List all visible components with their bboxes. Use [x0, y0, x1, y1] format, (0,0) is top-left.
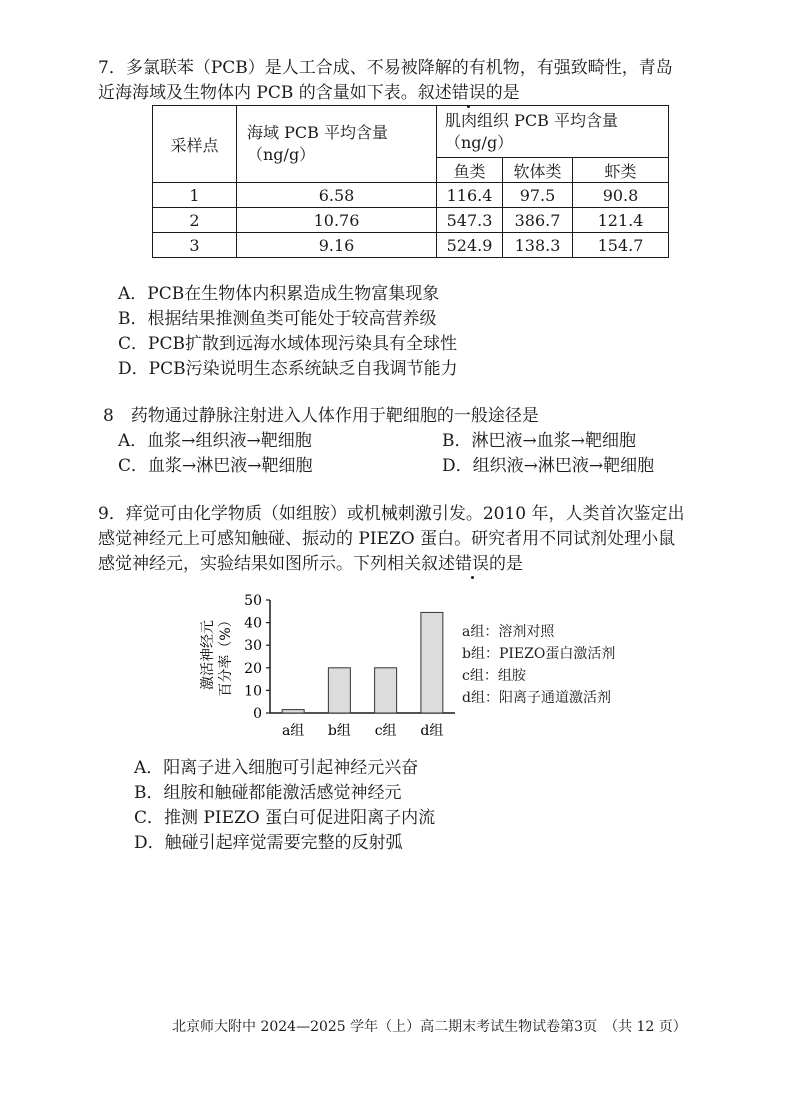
q9-option-d[interactable]: D．触碰引起痒觉需要完整的反射弧 — [134, 833, 403, 853]
x-tick-label: b组 — [327, 723, 351, 739]
q8-option-d[interactable]: D．组织液→淋巴液→靶细胞 — [442, 456, 655, 476]
q9-stem-line2: 感觉神经元上可感知触碰、振动的 PIEZO 蛋白。研究者用不同试剂处理小鼠 — [98, 529, 676, 549]
table-cell: 116.4 — [437, 183, 503, 208]
header-sea-pcb-unit: （ng/g） — [247, 145, 316, 164]
table-cell: 6.58 — [237, 183, 437, 208]
subheader-mollusk: 软体类 — [503, 158, 573, 183]
legend-b: b组：PIEZO蛋白激活剂 — [462, 646, 616, 662]
q8-option-a[interactable]: A．血浆→组织液→靶细胞 — [118, 431, 312, 451]
y-tick-label: 50 — [244, 593, 262, 609]
q8-stem: 8 药物通过静脉注射进入人体作用于靶细胞的一般途径是 — [103, 406, 539, 426]
q7-option-a[interactable]: A．PCB在生物体内积累造成生物富集现象 — [118, 284, 440, 304]
table-cell: 90.8 — [573, 183, 669, 208]
y-tick-label: 20 — [244, 660, 262, 677]
y-axis-label-line1: 激活神经元 — [200, 620, 216, 690]
table-cell: 2 — [153, 208, 237, 233]
header-muscle-pcb-unit: （ng/g） — [445, 132, 514, 152]
table-row — [153, 208, 669, 233]
legend-a: a组：溶剂对照 — [462, 624, 555, 640]
header-sampling-site: 采样点 — [153, 106, 237, 183]
header-muscle-pcb — [437, 106, 669, 158]
header-sea-pcb — [237, 106, 437, 183]
pcb-table — [152, 105, 669, 258]
table-cell: 386.7 — [503, 208, 573, 233]
header-sea-pcb-text: 海域 PCB 平均含量 — [247, 123, 388, 142]
table-cell: 524.9 — [437, 233, 503, 258]
q9-emphasis-word: 错误 — [455, 554, 489, 574]
q9-stem-post: 的是 — [489, 554, 523, 574]
q7-stem-pre: 近海海域及生物体内 PCB 的含量如下表。叙述 — [98, 83, 452, 103]
bar-3 — [375, 668, 397, 713]
bar-chart — [190, 585, 480, 745]
bar-2 — [328, 668, 350, 713]
bars — [282, 612, 443, 713]
q8-option-c[interactable]: C．血浆→淋巴液→靶细胞 — [118, 456, 313, 476]
x-tick-labels — [282, 723, 443, 739]
q8-option-b[interactable]: B．淋巴液→血浆→靶细胞 — [442, 431, 636, 451]
q7-option-b[interactable]: B．根据结果推测鱼类可能处于较高营养级 — [118, 309, 437, 329]
table-row — [153, 233, 669, 258]
x-tick-label: c组 — [374, 723, 397, 739]
page-footer: 北京师大附中 2024—2025 学年（上）高二期末考试生物试卷第3页 （共 12 页） — [172, 1019, 687, 1035]
table-cell: 547.3 — [437, 208, 503, 233]
y-tick-label: 40 — [244, 615, 262, 632]
subheader-fish: 鱼类 — [437, 158, 503, 183]
q7-option-c[interactable]: C．PCB扩散到远海水域体现污染具有全球性 — [118, 334, 457, 354]
table-cell: 121.4 — [573, 208, 669, 233]
y-tick-label: 30 — [244, 638, 262, 655]
legend-d: d组：阳离子通道激活剂 — [462, 690, 611, 706]
x-tick-label: a组 — [281, 723, 305, 739]
q9-stem-pre: 感觉神经元，实验结果如图所示。下列相关叙述 — [98, 554, 455, 574]
table-cell: 10.76 — [237, 208, 437, 233]
q9-option-b[interactable]: B．组胺和触碰都能激活感觉神经元 — [134, 783, 402, 803]
q9-stem-line1: 9．痒觉可由化学物质（如组胺）或机械刺激引发。2010 年，人类首次鉴定出 — [98, 504, 685, 524]
q9-option-c[interactable]: C．推测 PIEZO 蛋白可促进阳离子内流 — [134, 808, 436, 828]
table-cell: 154.7 — [573, 233, 669, 258]
y-tick-label: 0 — [253, 706, 262, 722]
bar-1 — [282, 710, 304, 713]
q7-emphasis-word: 错误 — [451, 83, 486, 103]
table-header-row — [153, 106, 669, 158]
y-tick-label: 10 — [244, 683, 262, 700]
legend-c: c组：组胺 — [462, 668, 526, 684]
q7-option-d[interactable]: D．PCB污染说明生态系统缺乏自我调节能力 — [118, 359, 458, 379]
chart-y-axis-label — [199, 613, 234, 696]
q7-stem-post: 的是 — [485, 83, 520, 103]
table-cell: 3 — [153, 233, 237, 258]
q7-stem-line2 — [98, 80, 520, 106]
q9-stem-line3 — [98, 551, 523, 577]
y-ticks — [244, 593, 270, 722]
y-axis-label-line2: 百分率（%） — [218, 613, 234, 697]
table-cell: 9.16 — [237, 233, 437, 258]
x-tick-label: d组 — [420, 723, 444, 739]
bar-4 — [421, 612, 443, 713]
subheader-shrimp: 虾类 — [573, 158, 669, 183]
q9-option-a[interactable]: A．阳离子进入细胞可引起神经元兴奋 — [134, 758, 419, 778]
q7-stem-line1: 7．多氯联苯（PCB）是人工合成、不易被降解的有机物，有强致畸性，青岛 — [98, 58, 673, 78]
table-row — [153, 183, 669, 208]
table-cell: 1 — [153, 183, 237, 208]
table-cell: 97.5 — [503, 183, 573, 208]
table-cell: 138.3 — [503, 233, 573, 258]
header-muscle-pcb-text: 肌肉组织 PCB 平均含量 — [445, 110, 618, 130]
